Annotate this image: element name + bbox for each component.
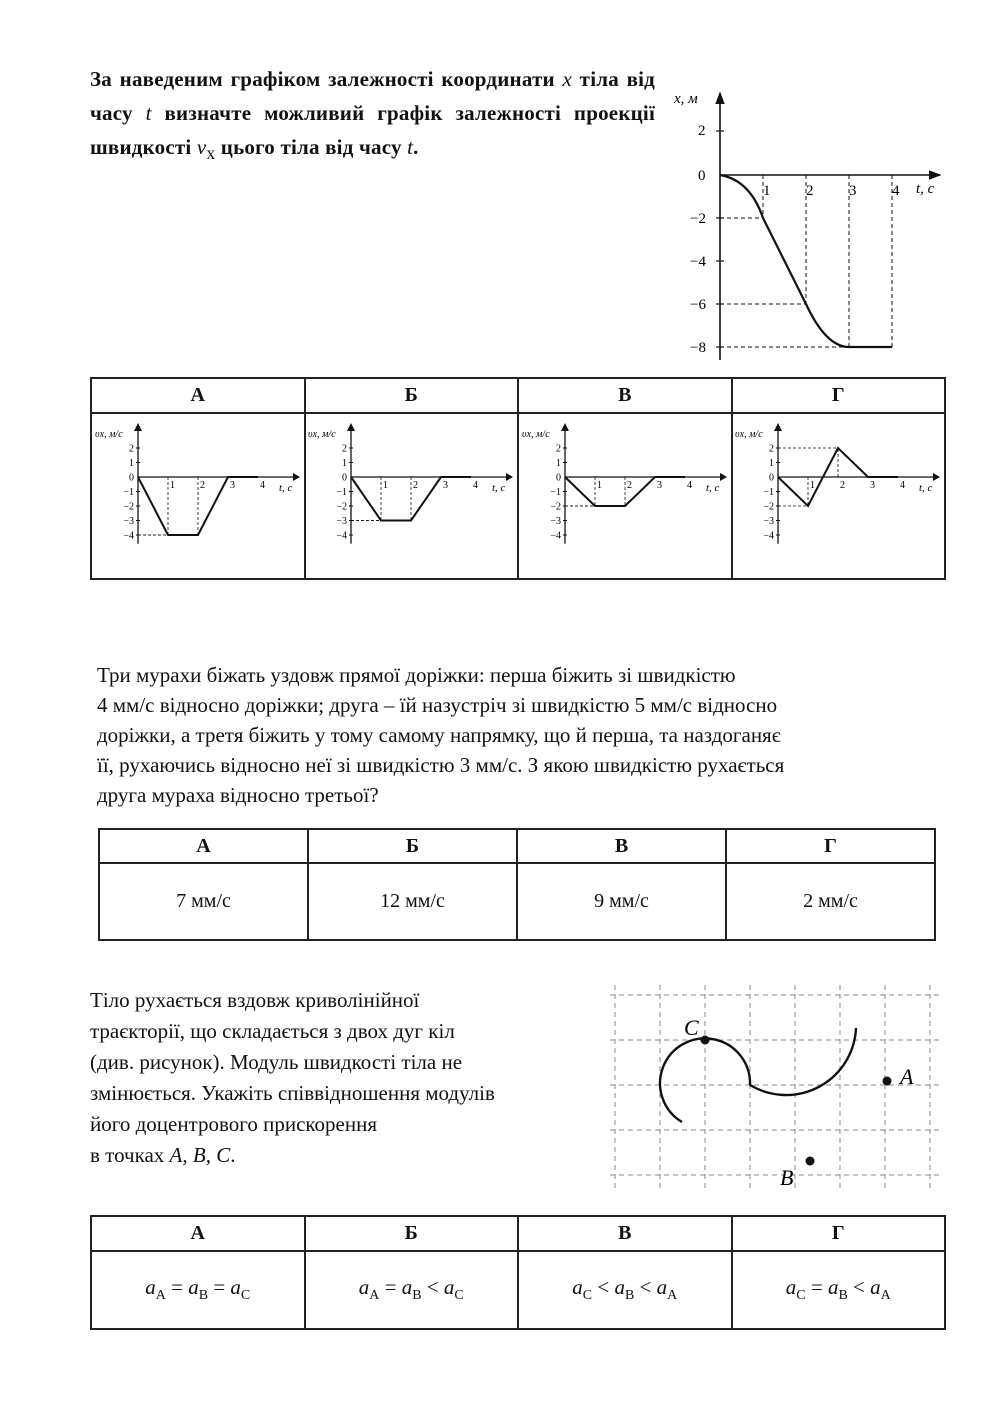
t-tick: 1 [810, 479, 816, 491]
option-v-header[interactable]: В [518, 378, 732, 413]
v-tick: −3 [550, 515, 561, 527]
v-axis-arrow [561, 423, 569, 431]
x-axis-label: t, с [916, 181, 935, 197]
question-1-text: За наведеним графіком залежності координати x тіла від часу t визначте можливий графік залежності проекції швидкості $v_x$ цього тіла від часу t. [90, 67, 655, 164]
v-axis-arrow [774, 423, 782, 431]
option-v-formula[interactable]: $a_C < a_B < a_A$ [518, 1251, 732, 1329]
option-a-formula[interactable]: $a_A = a_B = a_C$ [91, 1251, 305, 1329]
v-tick: −4 [550, 530, 561, 541]
option-a-header[interactable]: А [99, 829, 308, 863]
option-a-header[interactable]: А [91, 378, 305, 413]
t-axis-label: t, с [705, 481, 720, 494]
t-tick: 1 [169, 479, 175, 491]
option-b-header[interactable]: Б [305, 1216, 519, 1251]
v-tick: −2 [123, 501, 134, 512]
t-axis-arrow [506, 473, 513, 481]
guide-lines [720, 175, 892, 347]
option-g-formula[interactable]: $a_C = a_B < a_A$ [732, 1251, 946, 1329]
t-tick: 4 [686, 479, 692, 491]
option-g-header[interactable]: Г [732, 1216, 946, 1251]
option-g-header[interactable]: Г [732, 378, 946, 413]
option-b-value[interactable]: 12 мм/с [308, 863, 517, 940]
v-tick: −1 [123, 486, 134, 498]
t-tick: 3 [443, 479, 449, 491]
v-tick: −2 [336, 501, 348, 512]
v-tick: 2 [555, 443, 561, 454]
point-a [883, 1077, 892, 1086]
v-tick: −1 [763, 486, 775, 498]
t-tick: 2 [626, 479, 632, 491]
option-b-formula[interactable]: $a_A = a_B < a_C$ [305, 1251, 519, 1329]
t-tick: 4 [900, 479, 906, 491]
t-axis-arrow [933, 473, 940, 481]
velocity-line [138, 477, 258, 535]
x-tick: 2 [806, 183, 814, 199]
v-tick: −4 [763, 530, 775, 541]
v-tick: −1 [550, 486, 561, 498]
question-1-answer-table [90, 377, 946, 580]
t-tick: 3 [656, 479, 662, 491]
question-2-answer-table [98, 828, 936, 941]
v-axis-label: υx, м/с [735, 428, 763, 440]
v-tick: 0 [769, 472, 775, 483]
option-b-graph-cell[interactable] [305, 413, 519, 579]
v-tick: −2 [550, 501, 561, 512]
option-v-header[interactable]: В [518, 1216, 732, 1251]
v-tick: −3 [123, 515, 134, 527]
y-tick: −8 [690, 340, 706, 356]
t-tick: 2 [199, 479, 205, 491]
option-v-header[interactable]: В [517, 829, 726, 863]
velocity-line [565, 477, 685, 506]
option-v-value[interactable]: 9 мм/с [517, 863, 726, 940]
trajectory-figure [600, 980, 950, 1195]
point-c [701, 1036, 710, 1045]
v-tick: 0 [342, 472, 348, 483]
option-g-graph-cell[interactable] [732, 413, 946, 579]
option-g-value[interactable]: 2 мм/с [726, 863, 935, 940]
v-tick: −2 [763, 501, 775, 512]
label-b: B [780, 1165, 794, 1190]
v-tick: 1 [555, 457, 561, 469]
t-tick: 1 [596, 479, 602, 491]
y-axis-label: x, м [674, 91, 698, 107]
v-tick: 0 [555, 472, 561, 483]
y-tick: 2 [698, 123, 706, 139]
v-axis-arrow [347, 423, 355, 431]
question-3-answer-table [90, 1215, 946, 1330]
option-a-value[interactable]: 7 мм/с [99, 863, 308, 940]
v-tick: −3 [763, 515, 775, 527]
t-tick: 1 [383, 479, 389, 491]
x-tick-labels [763, 183, 900, 199]
question-2-text: Три мурахи біжать уздовж прямої доріжки: перша біжить зі швидкістю 4 мм/с відносно доріжки; друга – їй назустріч зі швидкістю 5 мм/с відносно доріжки, а третя біжить у тому самому напрямку, що й перша, та наздоганяє її, рухаючись відносно неї зі швидкістю 3 мм/с. З якою швидкістю рухається друга мураха відносно третьої? [97, 663, 785, 807]
t-tick: 4 [473, 479, 479, 491]
x-tick: 3 [849, 183, 857, 199]
v-tick: 0 [128, 472, 134, 483]
y-tick: −2 [690, 211, 706, 227]
x-tick: 4 [892, 183, 900, 199]
point-b [806, 1157, 815, 1166]
v-axis-arrow [134, 423, 142, 431]
v-tick: 1 [128, 457, 134, 469]
label-a: A [900, 1064, 914, 1089]
t-axis-label: t, с [278, 481, 293, 494]
v-tick: 2 [342, 443, 348, 454]
y-tick: −4 [690, 254, 706, 270]
t-axis-label: t, с [492, 481, 506, 494]
t-tick: 3 [870, 479, 876, 491]
v-axis-label: υx, м/с [521, 428, 550, 440]
v-axis-label: υx, м/с [94, 428, 123, 440]
option-b-header[interactable]: Б [305, 378, 519, 413]
v-tick: 2 [128, 443, 134, 454]
option-b-header[interactable]: Б [308, 829, 517, 863]
y-tick: −6 [690, 297, 706, 313]
t-axis-arrow [293, 473, 300, 481]
v-tick: 1 [769, 457, 775, 469]
option-a-header[interactable]: А [91, 1216, 305, 1251]
v-tick: −3 [336, 515, 348, 527]
t-axis-arrow [720, 473, 727, 481]
t-axis-label: t, с [919, 481, 933, 494]
option-v-graph-cell[interactable] [518, 413, 732, 579]
t-tick: 2 [840, 479, 846, 491]
question-3-text: Тіло рухається вздовж криволінійної траєкторії, що складається з двох дуг кіл (див. рисунок). Модуль швидкості тіла не змінюється. Укажіть співвідношення модулів його доцентрового прискорення в точках A, B, C. [90, 988, 495, 1167]
option-g-header[interactable]: Г [726, 829, 935, 863]
position-time-graph [660, 85, 960, 365]
v-tick: 2 [769, 443, 775, 454]
t-tick: 2 [413, 479, 419, 491]
option-a-graph-cell[interactable] [91, 413, 305, 579]
label-c: C [684, 1015, 699, 1040]
t-tick: 3 [229, 479, 235, 491]
y-tick-labels [690, 123, 706, 356]
v-tick: −4 [123, 530, 134, 541]
y-tick: 0 [698, 168, 706, 184]
x-tick: 1 [763, 183, 771, 199]
v-tick: −4 [336, 530, 348, 541]
v-tick: 1 [342, 457, 348, 469]
v-tick: −1 [336, 486, 348, 498]
v-axis-label: υx, м/с [308, 428, 336, 440]
t-tick: 4 [259, 479, 265, 491]
